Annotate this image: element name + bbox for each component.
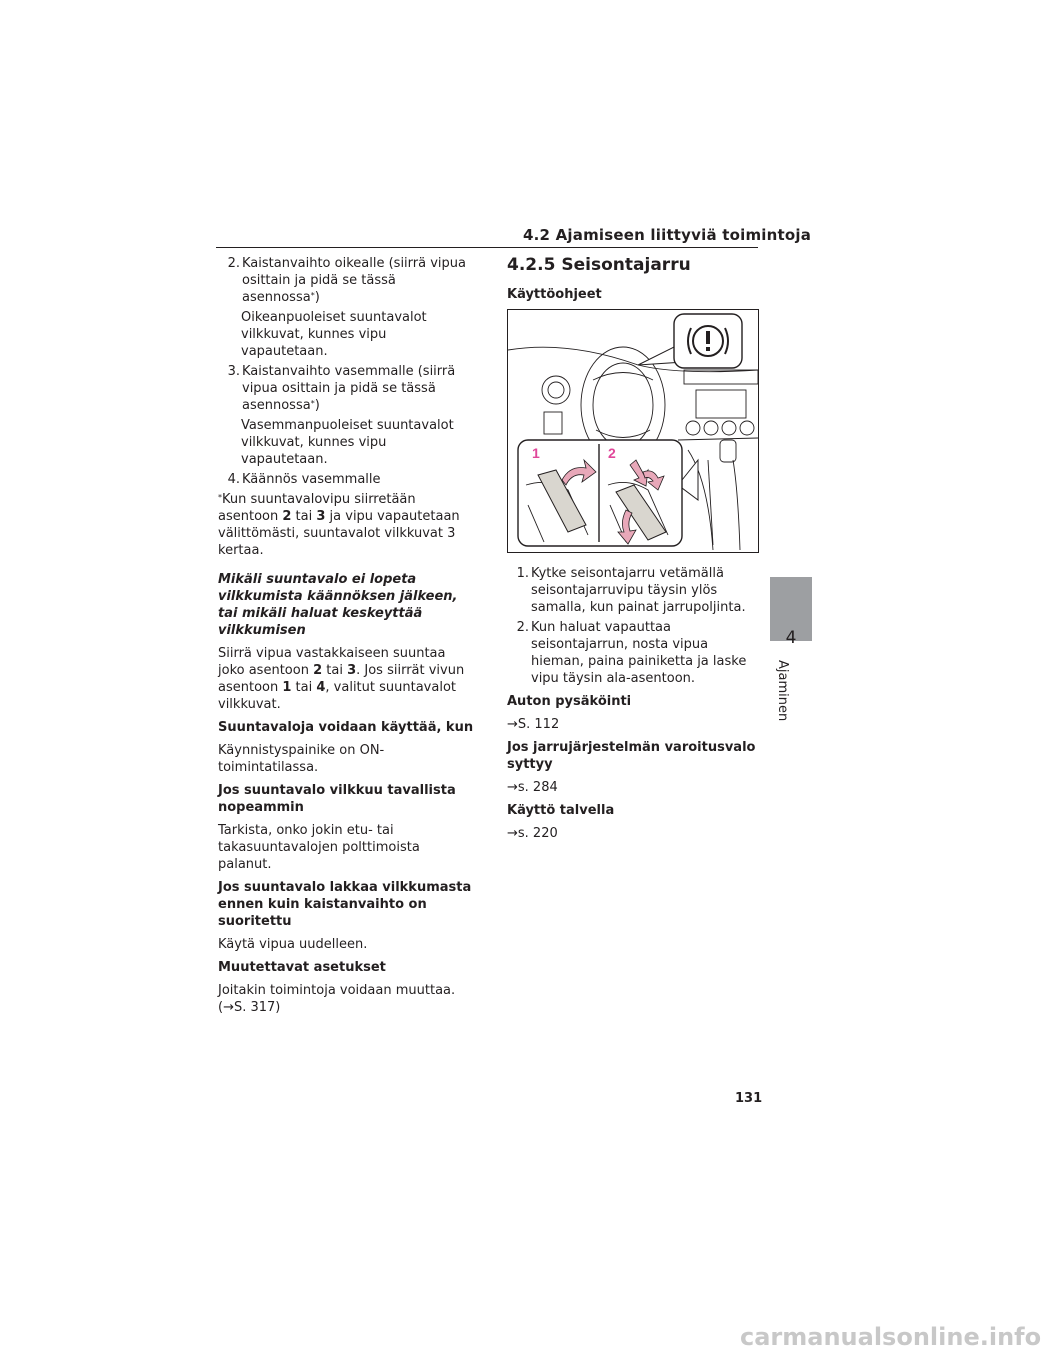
heading: Jos suuntavalo vilkkuu tavallista nopeammin xyxy=(218,783,456,815)
heading: Jos suuntavalo lakkaa vilkkumasta ennen kuin kaistanvaihto on suoritettu xyxy=(218,880,472,929)
list-number: 1. xyxy=(516,566,529,581)
watermark: carmanualsonline.info xyxy=(740,1323,1041,1351)
heading: Suuntavaloja voidaan käyttää, kun xyxy=(218,720,474,735)
section-title: 4.2.5 Seisontajarru xyxy=(507,255,691,275)
list-text: Kun haluat vapauttaa seisontajarrun, nosta vipua hieman, paina painiketta ja laske vipu täysin ala-asentoon. xyxy=(531,620,747,686)
footnote: *Kun suuntavalovipu siirretään asentoon 2 tai 3 ja vipu vapautetaan välittömästi, suuntavalot vilkkuvat 3 kertaa. xyxy=(218,492,460,558)
figure-label-2: 2 xyxy=(608,445,616,461)
list-text: Kaistanvaihto vasemmalle (siirrä vipua osittain ja pidä se tässä asennossa*) xyxy=(242,364,456,413)
figure-illustration xyxy=(508,310,758,552)
warning-callout xyxy=(638,314,742,368)
chapter-number: 4 xyxy=(785,628,797,648)
heading: Mikäli suuntavalo ei lopeta vilkkumista käännöksen jälkeen, tai mikäli haluat keskeyttää vilkkumisen xyxy=(218,572,458,638)
heading: Jos jarrujärjestelmän varoitusvalo syttyy xyxy=(507,740,756,772)
right-column xyxy=(507,255,759,848)
heading: Muutettavat asetukset xyxy=(218,960,386,975)
list-subtext: Oikeanpuoleiset suuntavalot vilkkuvat, kunnes vipu vapautetaan. xyxy=(241,310,427,359)
list-item xyxy=(218,255,476,306)
paragraph: Siirrä vipua vastakkaiseen suuntaa joko asentoon 2 tai 3. Jos siirrät vivun asentoon 1 tai 4, valitut suuntavalot vilkkuvat. xyxy=(218,646,465,712)
list-item xyxy=(218,363,476,414)
page-header-title: 4.2 Ajamiseen liittyviä toimintoja xyxy=(523,226,812,244)
paragraph: Käynnistyspainike on ON-toimintatilassa. xyxy=(218,743,385,775)
page-reference-link[interactable]: →s. 284 xyxy=(507,780,558,795)
list-item xyxy=(507,565,759,616)
list-number: 2. xyxy=(516,620,529,635)
list-number: 3. xyxy=(227,364,240,379)
list-number: 2. xyxy=(227,256,240,271)
page-reference-link[interactable]: →S. 112 xyxy=(507,717,560,732)
heading: Käyttö talvella xyxy=(507,803,615,818)
header-rule xyxy=(216,247,758,248)
paragraph: Käytä vipua uudelleen. xyxy=(218,937,368,952)
list-subtext: Vasemmanpuoleiset suuntavalot vilkkuvat, kunnes vipu vapautetaan. xyxy=(241,418,454,467)
figure-label-1: 1 xyxy=(532,445,540,461)
chapter-label: Ajaminen xyxy=(775,660,790,722)
subsection-title: Käyttöohjeet xyxy=(507,287,602,302)
list-number: 4. xyxy=(227,472,240,487)
paragraph: Joitakin toimintoja voidaan muuttaa. (→S. 317) xyxy=(218,983,456,1015)
list-text: Kytke seisontajarru vetämällä seisontajarruvipu täysin ylös samalla, kun painat jarrupoljinta. xyxy=(531,566,746,615)
left-column xyxy=(218,255,476,1022)
page-number: 131 xyxy=(735,1091,763,1106)
heading: Auton pysäköinti xyxy=(507,694,632,709)
list-text: Käännös vasemmalle xyxy=(242,472,381,487)
parking-brake-figure xyxy=(507,309,759,553)
list-text: Kaistanvaihto oikealle (siirrä vipua osittain ja pidä se tässä asennossa*) xyxy=(242,256,466,305)
page-reference-link[interactable]: →s. 220 xyxy=(507,826,558,841)
list-item xyxy=(507,619,759,687)
paragraph: Tarkista, onko jokin etu- tai takasuuntavalojen polttimoista palanut. xyxy=(218,823,420,872)
list-item xyxy=(218,471,476,488)
